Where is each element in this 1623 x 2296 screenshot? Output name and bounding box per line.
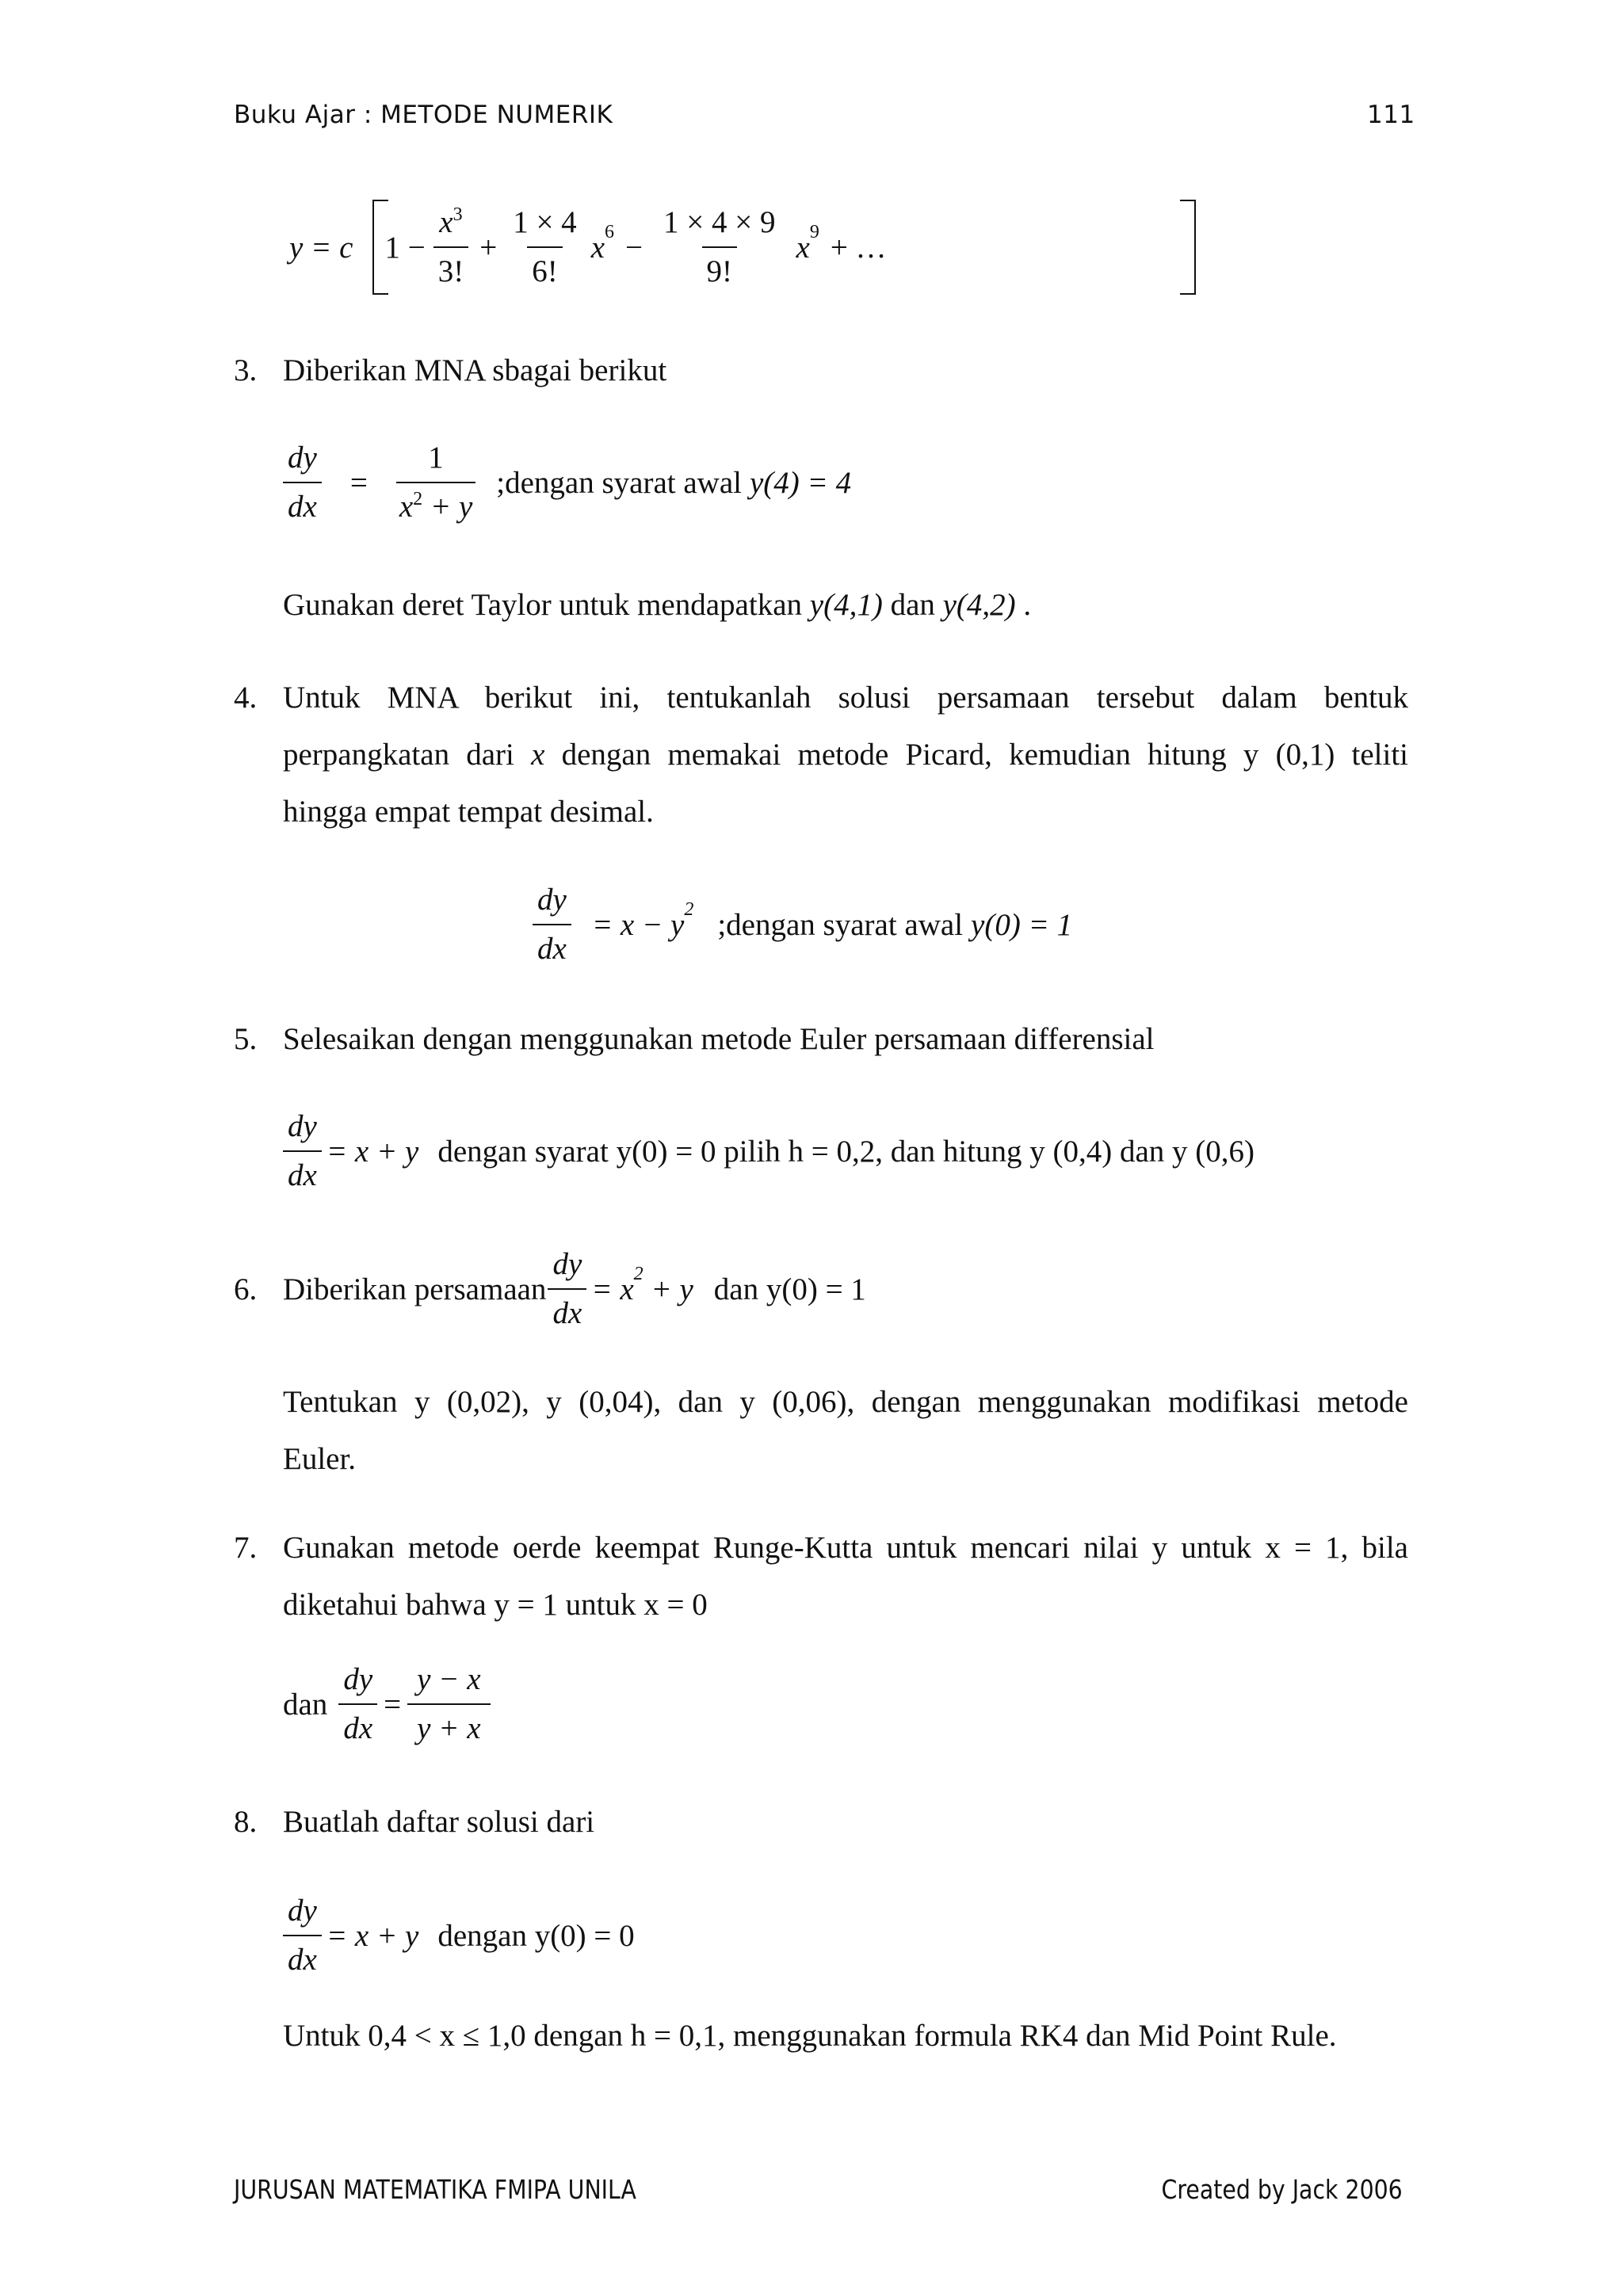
page-number: 111: [1367, 101, 1415, 129]
item-3-equation: $\frac{dy}{dx}$ = $\frac{1}{x^2 + y}$ ;dengan syarat awal y(4) = 4: [283, 437, 851, 528]
item-8-text: Buatlah daftar solusi dari: [283, 1805, 595, 1839]
footer-credit: Created by Jack 2006: [1161, 2174, 1403, 2205]
item-4-number: 4.: [234, 681, 258, 715]
item-7-text: Gunakan metode oerde keempat Runge-Kutta untuk mencari nilai y untuk x = 1, bila diketahui bahwa y = 1 untuk x = 0: [283, 1531, 1408, 1622]
item-7-number: 7.: [234, 1531, 258, 1565]
item-6-equation: Diberikan persamaan $\frac{dy}{dx}$ = $x^2 + y$ dan y(0) = 1: [283, 1244, 866, 1334]
right-bracket: [1180, 200, 1196, 295]
item-5-number: 5.: [234, 1022, 258, 1056]
item-8-equation: $\frac{dy}{dx}$ = x + y dengan y(0) = 0: [283, 1890, 635, 1981]
footer-department: JURUSAN MATEMATIKA FMIPA UNILA: [234, 2174, 636, 2205]
item-3-text: Diberikan MNA sbagai berikut: [283, 353, 667, 387]
fraction-x3-over-3fact: $\frac{x^3}{3!}$: [433, 202, 469, 292]
item-3-task: Gunakan deret Taylor untuk mendapatkan y(4,1) dan y(4,2) .: [283, 588, 1032, 622]
formula-lhs: y = c: [289, 230, 353, 265]
item-8-number: 8.: [234, 1805, 258, 1839]
item-6-number: 6.: [234, 1272, 258, 1306]
running-header: Buku Ajar : METODE NUMERIK: [234, 101, 613, 129]
item-7-equation: dan $\frac{dy}{dx}$ = $\frac{y - x}{y + x}$: [283, 1659, 491, 1749]
item-4-text: Untuk MNA berikut ini, tentukanlah solusi persamaan tersebut dalam bentuk perpangkatan dari x dengan memakai metode Picard, kemudian hitung y (0,1) teliti hingga empat tempat desimal.: [283, 681, 1408, 829]
item-3-number: 3.: [234, 353, 258, 387]
item-4-equation: $\frac{dy}{dx}$ = $x - y^2$ ;dengan syarat awal y(0) = 1: [533, 879, 1072, 970]
item-5-text: Selesaikan dengan menggunakan metode Euler persamaan differensial: [283, 1022, 1155, 1056]
item-5-equation: $\frac{dy}{dx}$ = x + y dengan syarat y(0) = 0 pilih h = 0,2, dan hitung y (0,4) dan y (0,6): [283, 1106, 1254, 1196]
item-8-task: Untuk 0,4 < x ≤ 1,0 dengan h = 0,1, menggunakan formula RK4 dan Mid Point Rule.: [283, 2019, 1337, 2053]
one-minus: 1 −: [384, 230, 426, 265]
item-6-task: Tentukan y (0,02), y (0,04), dan y (0,06), dengan menggunakan modifikasi metode Euler.: [283, 1385, 1408, 1476]
fraction-1x4-over-6fact: $\frac{1 \times 4}{6!}$: [508, 202, 582, 292]
fraction-1x4x9-over-9fact: $\frac{1 \times 4 \times 9}{9!}$: [654, 202, 785, 292]
